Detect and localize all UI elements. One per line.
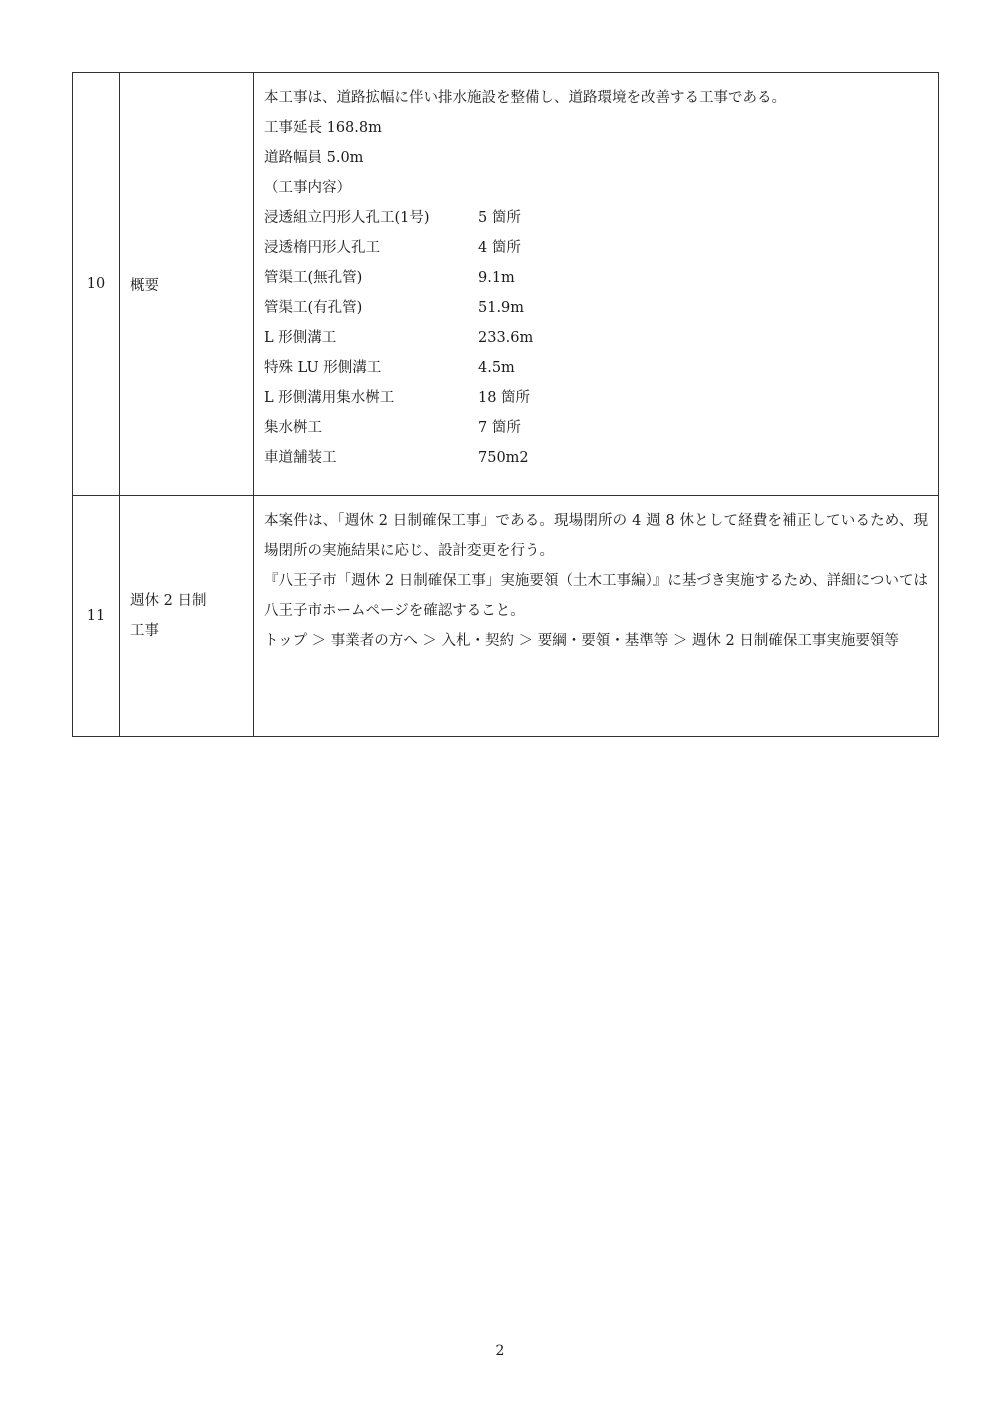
row-content xyxy=(254,496,939,737)
work-item-quantity: 9.1m xyxy=(478,270,515,286)
table-row xyxy=(73,496,939,737)
work-item-name: 管渠工(有孔管) xyxy=(264,300,363,316)
row-number: 11 xyxy=(73,496,120,737)
row-number: 10 xyxy=(73,73,120,496)
work-item-name: 特殊 LU 形側溝工 xyxy=(264,360,382,376)
row-item-label xyxy=(120,496,254,737)
table-row xyxy=(73,73,939,496)
item-label-line: 週休 2 日制 xyxy=(130,593,207,609)
row-content xyxy=(254,73,939,496)
paragraph: 『八王子市「週休 2 日制確保工事」実施要領（土木工事編）』に基づき実施するため、詳細については八王子市ホームページを確認すること。 xyxy=(264,573,928,619)
work-item xyxy=(264,293,928,323)
work-item xyxy=(264,413,928,443)
specification-table xyxy=(72,72,939,737)
work-item xyxy=(264,353,928,383)
work-item xyxy=(264,323,928,353)
work-item-quantity: 4.5m xyxy=(478,360,515,376)
work-item xyxy=(264,383,928,413)
work-item-quantity: 4 箇所 xyxy=(478,240,521,256)
work-item-name: L 形側溝用集水桝工 xyxy=(264,390,395,406)
work-item-name: L 形側溝工 xyxy=(264,330,337,346)
work-item-quantity: 51.9m xyxy=(478,300,525,316)
work-item-quantity: 7 箇所 xyxy=(478,420,521,436)
contents-heading: （工事内容） xyxy=(264,180,351,196)
work-item-name: 浸透楕円形人孔工 xyxy=(264,240,380,256)
work-item-quantity: 5 箇所 xyxy=(478,210,521,226)
overview-intro: 本工事は、道路拡幅に伴い排水施設を整備し、道路環境を改善する工事である。 xyxy=(264,90,786,106)
work-item xyxy=(264,233,928,263)
page-number: 2 xyxy=(495,1343,505,1359)
work-item-quantity: 750m2 xyxy=(478,450,529,466)
work-item-name: 浸透組立円形人孔工(1号) xyxy=(264,210,430,226)
navigation-path: トップ ＞ 事業者の方へ ＞ 入札・契約 ＞ 要綱・要領・基準等 ＞ 週休 2 日制確保工事実施要領等 xyxy=(264,633,899,649)
row-item-label: 概要 xyxy=(120,73,254,496)
construction-length: 工事延長 168.8m xyxy=(264,120,382,136)
work-item-name: 集水桝工 xyxy=(264,420,322,436)
work-item xyxy=(264,263,928,293)
item-label-line: 工事 xyxy=(130,623,159,639)
work-item-quantity: 233.6m xyxy=(478,330,534,346)
work-item-name: 車道舗装工 xyxy=(264,450,337,466)
work-item-name: 管渠工(無孔管) xyxy=(264,270,363,286)
work-item xyxy=(264,203,928,233)
paragraph: 本案件は、「週休 2 日制確保工事」である。現場閉所の 4 週 8 休として経費を補正しているため、現場閉所の実施結果に応じ、設計変更を行う。 xyxy=(264,513,928,559)
work-item xyxy=(264,443,928,473)
work-item-quantity: 18 箇所 xyxy=(478,390,531,406)
road-width: 道路幅員 5.0m xyxy=(264,150,364,166)
